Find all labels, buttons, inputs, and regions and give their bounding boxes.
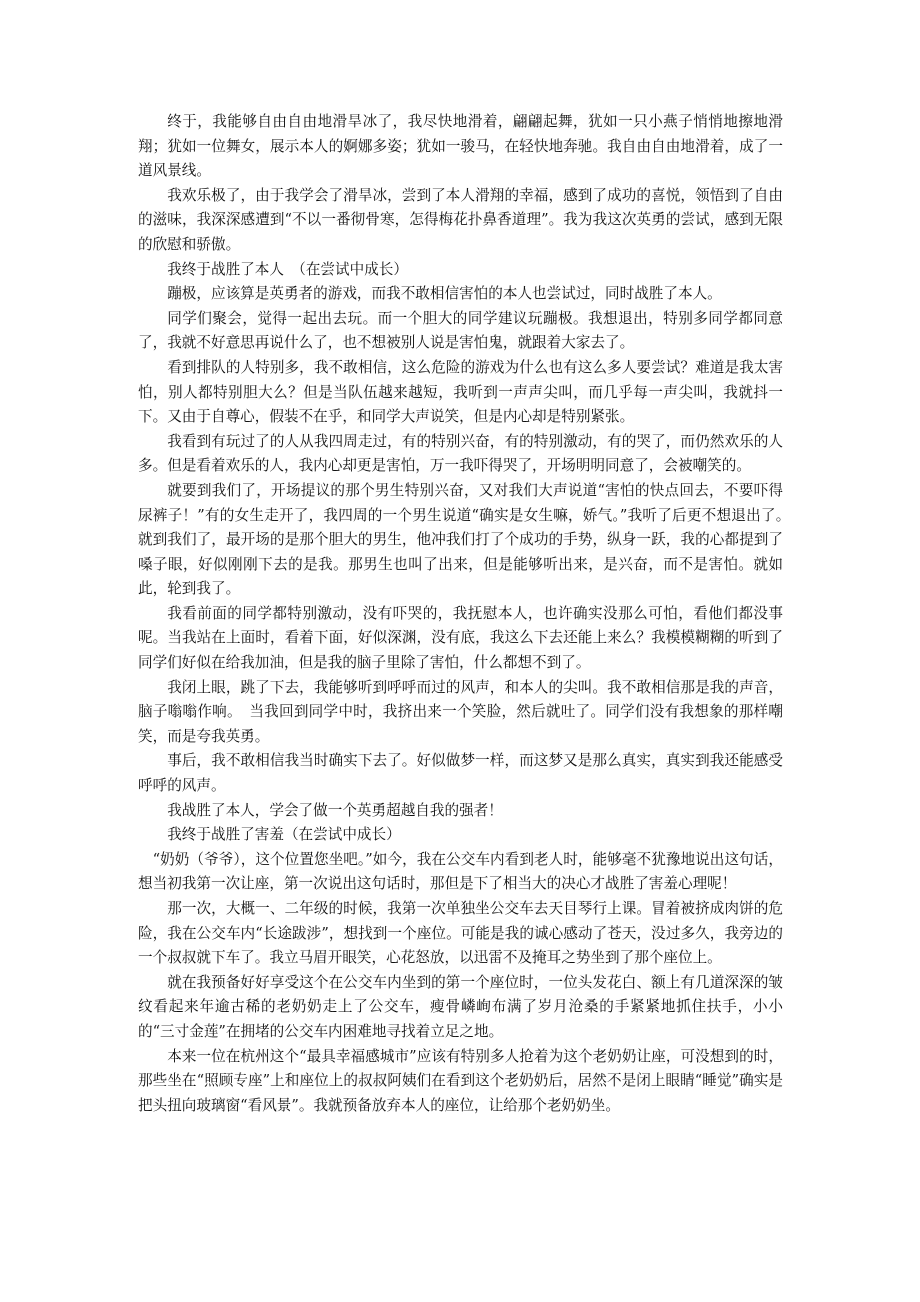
- paragraph-offer-seat: “奶奶（爷爷），这个位置您坐吧。”如今，我在公交车内看到老人时，能够毫不犹豫地说出这句话，想当初我第一次让座，第一次说出这句话时，那但是下了相当大的决心才战胜了害羞心理呢！: [138, 850, 783, 893]
- paragraph-old-lady-boards: 就在我预备好好享受这个在公交车内坐到的第一个座位时，一位头发花白、额上有几道深深的皱纹看起来年逾古稀的老奶奶走上了公交车，瘦骨嶙峋布满了岁月沧桑的手紧紧地抓住扶手，小小的“三寸金莲”在拥堵的公交车内困难地寻找着立足之地。: [138, 973, 783, 1040]
- paragraph-bungee-intro: 蹦极，应该算是英勇者的游戏，而我不敢相信害怕的本人也尝试过，同时战胜了本人。: [167, 285, 722, 303]
- paragraph-nobody-gives-seat: 本来一位在杭州这个“最具幸福感城市”应该有特别多人抢着为这个老奶奶让座，可没想到的时，那些坐在“照顾专座”上和座位上的叔叔阿姨们在看到这个老奶奶后，居然不是闭上眼睛“睡觉”确实是把头扭向玻璃窗“看风景”。我就预备放弃本人的座位，让给那个老奶奶坐。: [138, 1047, 783, 1114]
- paragraph-queue-fear: 看到排队的人特别多，我不敢相信，这么危险的游戏为什么也有这么多人要尝试？难道是我太害怕，别人都特别胆大么？但是当队伍越来越短，我听到一声声尖叫，而几乎每一声尖叫，我就抖一下。又由于自尊心，假装不在乎，和同学大声说笑，但是内心却是特别紧张。: [138, 358, 783, 426]
- document-body: [138, 110, 798, 1118]
- paragraph-skating-joy: 我欢乐极了，由于我学会了滑旱冰，尝到了本人滑翔的幸福，感到了成功的喜悦，领悟到了自由的滋味，我深深感遭到“不以一番彻骨寒，怎得梅花扑鼻香道理”。我为我这次英勇的尝试，感到无限的欣慰和骄傲。: [138, 186, 783, 253]
- paragraph-first-bus-ride: 那一次，大概一、二年级的时候，我第一次单独坐公交车去天目琴行上课。冒着被挤成肉饼的危险，我在公交车内“长途跋涉”，想找到一个座位。可能是我的诚心感动了苍天，没过多久，我旁边的一个叔叔就下车了。我立马眉开眼笑，心花怒放，以迅雷不及掩耳之势坐到了那个座位上。: [138, 900, 783, 967]
- paragraph-others-reactions: 我看到有玩过了的人从我四周走过，有的特别兴奋，有的特别激动，有的哭了，而仍然欢乐的人多。但是看着欢乐的人，我内心却更是害怕，万一我吓得哭了，开场明明同意了，会被嘲笑的。: [138, 432, 783, 475]
- paragraph-the-jump: 我闭上眼，跳了下去，我能够听到呼呼而过的风声，和本人的尖叫。我不敢相信那是我的声音，脑子嗡嗡作响。 当我回到同学中时，我挤出来一个笑脸，然后就吐了。同学们没有我想象的那样嘲笑，而是夸我英勇。: [138, 678, 783, 745]
- essay-title-overcame-myself: 我终于战胜了本人 （在尝试中成长）: [167, 260, 408, 278]
- paragraph-skating-freedom: 终于，我能够自由自由地滑旱冰了，我尽快地滑着，翩翩起舞，犹如一只小燕子悄悄地擦地滑翔；犹如一位舞女，展示本人的婀娜多姿；犹如一骏马，在轻快地奔驰。我自由自由地滑着，成了一道风景线。: [138, 113, 783, 180]
- paragraph-conclusion: 我战胜了本人，学会了做一个英勇超越自我的强者！: [167, 801, 503, 819]
- essay-title-overcame-shyness: 我终于战胜了害羞（在尝试中成长）: [167, 826, 401, 844]
- paragraph-classmates-gathering: 同学们聚会，觉得一起出去玩。而一个胆大的同学建议玩蹦极。我想退出，特别多同学都同意了，我就不好意思再说什么了，也不想被别人说是害怕鬼，就跟着大家去了。: [138, 309, 783, 352]
- paragraph-standing-on-top: 我看前面的同学都特别激动，没有吓哭的，我抚慰本人，也许确实没那么可怕，看他们都没事呢。当我站在上面时，看着下面，好似深渊，没有底，我这么下去还能上来么？我模模糊糊的听到了同学们好似在给我加油，但是我的脑子里除了害怕，什么都想不到了。: [138, 604, 783, 672]
- paragraph-afterwards: 事后，我不敢相信我当时确实下去了。好似做梦一样，而这梦又是那么真实，真实到我还能感受呼呼的风声。: [138, 752, 783, 795]
- paragraph-our-turn: 就要到我们了，开场提议的那个男生特别兴奋，又对我们大声说道“害怕的快点回去，不要吓得尿裤子！”有的女生走开了，我四周的一个男生说道“确实是女生嘛，娇气。”我听了后更不想退出了。 就到我们了，最开场的是那个胆大的男生，他冲我们打了个成功的手势，纵身一跃，我的心都提到了嗓子眼，好似刚刚下去的是我。那男生也叫了出来，但是能够听出来，是兴奋，而不是害怕。就如此，轮到我了。: [138, 481, 798, 598]
